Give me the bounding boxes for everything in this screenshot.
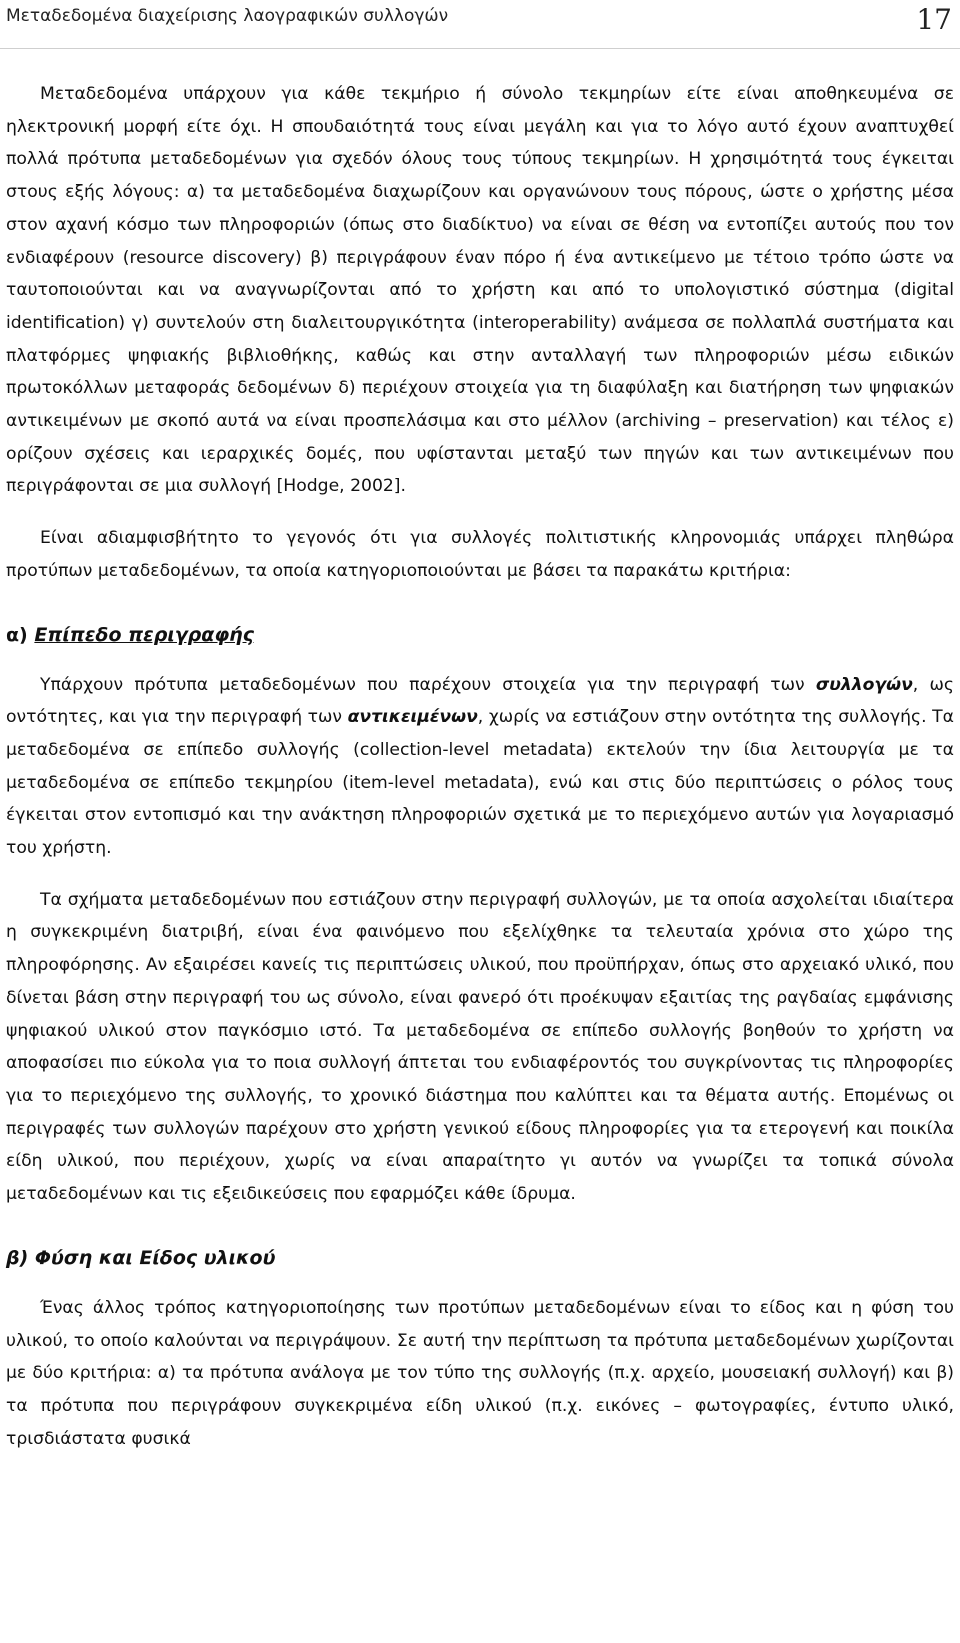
emphasis-collections: συλλογών — [815, 674, 913, 695]
paragraph-description-level — [6, 669, 954, 865]
paragraph-standards-criteria: Είναι αδιαμφισβήτητο το γεγονός ότι για συλλογές πολιτιστικής κληρονομιάς υπάρχει πληθώρα προτύπων μεταδεδομένων, τα οποία κατηγοριοποιούνται με βάσει τα παρακάτω κριτήρια: — [6, 528, 954, 581]
section-heading-number: α) — [6, 623, 28, 646]
document-body — [6, 78, 954, 1455]
text-run: Υπάρχουν πρότυπα μεταδεδομένων που παρέχουν στοιχεία για την περιγραφή των — [40, 674, 816, 695]
section-heading-material-type — [6, 1242, 954, 1274]
emphasis-objects: αντικειμένων — [347, 707, 478, 728]
text-run: , χωρίς να εστιάζουν στην οντότητα της συλλογής. Τα μεταδεδομένα σε επίπεδο συλλογής (collection-level metadata) εκτελούν την ίδια λειτουργία με τα μεταδεδομένα σε επίπεδο τεκμηρίου (item-level metadata), ενώ και στις δύο περιπτώσεις ο ρόλος τους έγκειται στον εντοπισμό και την ανάκτηση πληροφοριών σχετικά με το περιεχόμενο αυτών για λογαριασμό του χρήστη. — [6, 707, 954, 859]
running-header — [0, 0, 960, 49]
paragraph-collection-schemas: Τα σχήματα μεταδεδομένων που εστιάζουν στην περιγραφή συλλογών, με τα οποία ασχολείται ιδιαίτερα η συγκεκριμένη διατριβή, είναι ένα φαινόμενο που εξελίχθηκε τα τελευταία χρόνια στο χώρο της πληροφόρησης. Αν εξαιρέσει κανείς τις περιπτώσεις υλικού, που προϋπήρχαν, όπως στο αρχειακό υλικό, που δίνεται βάση στην περιγραφή του ως σύνολο, είναι φανερό ότι προέκυψαν εξαιτίας της ραγδαίας εμφάνισης ψηφιακού υλικού στον παγκόσμιο ιστό. Τα μεταδεδομένα σε επίπεδο συλλογής βοηθούν το χρήστη να αποφασίσει πιο εύκολα για το ποια συλλογή άπτεται του ενδιαφέροντός του συγκρίνοντας τις πληροφορίες για το περιεχόμενο της συλλογής, το χρονικό διάστημα που καλύπτει και τα θέματα αυτής. Επομένως οι περιγραφές των συλλογών παρέχουν στο χρήστη γενικού είδους πληροφορίες για τα ετερογενή και ποικίλα είδη υλικού, που περιέχουν, χωρίς να είναι απαραίτητο γι αυτόν να γνωρίζει τα τοπικά σύνολα μεταδεδομένων και τις εξειδικεύσεις που εφαρμόζει κάθε ίδρυμα. — [6, 889, 954, 1205]
section-heading-text: Επίπεδο περιγραφής — [34, 623, 254, 646]
text-run: , ως οντότητες, και για την περιγραφή των — [6, 674, 954, 728]
running-header-title: Μεταδεδομένα διαχείρισης λαογραφικών συλλογών — [6, 6, 449, 26]
page-number: 17 — [916, 3, 952, 36]
section-heading-text: β) Φύση και Είδος υλικού — [6, 1246, 276, 1269]
paragraph-material-type: Ένας άλλος τρόπος κατηγοριοποίησης των προτύπων μεταδεδομένων είναι το είδος και η φύση του υλικού, το οποίο καλούνται να περιγράψουν. Σε αυτή την περίπτωση τα πρότυπα μεταδεδομένων χωρίζονται με δύο κριτήρια: α) τα πρότυπα ανάλογα με τον τύπο της συλλογής (π.χ. αρχείο, μουσειακή συλλογή) και β) τα πρότυπα που περιγράφουν συγκεκριμένα είδη υλικού (π.χ. εικόνες – φωτογραφίες, έντυπο υλικό, τρισδιάστατα φυσικά — [6, 1297, 954, 1449]
paragraph-metadata-importance: Μεταδεδομένα υπάρχουν για κάθε τεκμήριο ή σύνολο τεκμηρίων είτε είναι αποθηκευμένα σε ηλεκτρονική μορφή είτε όχι. Η σπουδαιότητά τους είναι μεγάλη και για το λόγο αυτό έχουν αναπτυχθεί πολλά πρότυπα μεταδεδομένων για σχεδόν όλους τους τύπους τεκμηρίων. Η χρησιμότητά τους έγκειται στους εξής λόγους: α) τα μεταδεδομένα διαχωρίζουν και οργανώνουν τους πόρους, ώστε ο χρήστης μέσα στον αχανή κόσμο των πληροφοριών (όπως στο διαδίκτυο) να είναι σε θέση να εντοπίζει αυτούς που τον ενδιαφέρουν (resource discovery) β) περιγράφουν έναν πόρο ή ένα αντικείμενο με τέτοιο τρόπο ώστε να ταυτοποιούνται και να αναγνωρίζονται από το χρήστη και από το υπολογιστικό σύστημα (digital identification) γ) συντελούν στη διαλειτουργικότητα (interoperability) ανάμεσα σε πολλαπλά συστήματα και πλατφόρμες ψηφιακής βιβλιοθήκης, καθώς και στην ανταλλαγή των πληροφοριών μέσω ειδικών πρωτοκόλλων μεταφοράς δεδομένων δ) περιέχουν στοιχεία για τη διαφύλαξη και διατήρηση των ψηφιακών αντικειμένων με σκοπό αυτά να είναι προσπελάσιμα και στο μέλλον (archiving – preservation) και τέλος ε) ορίζουν σχέσεις και ιεραρχικές δομές, που υφίστανται μεταξύ των πηγών και των αντικειμένων που περιγράφονται σε μια συλλογή [Hodge, 2002]. — [6, 84, 954, 497]
section-heading-description-level — [6, 619, 954, 651]
